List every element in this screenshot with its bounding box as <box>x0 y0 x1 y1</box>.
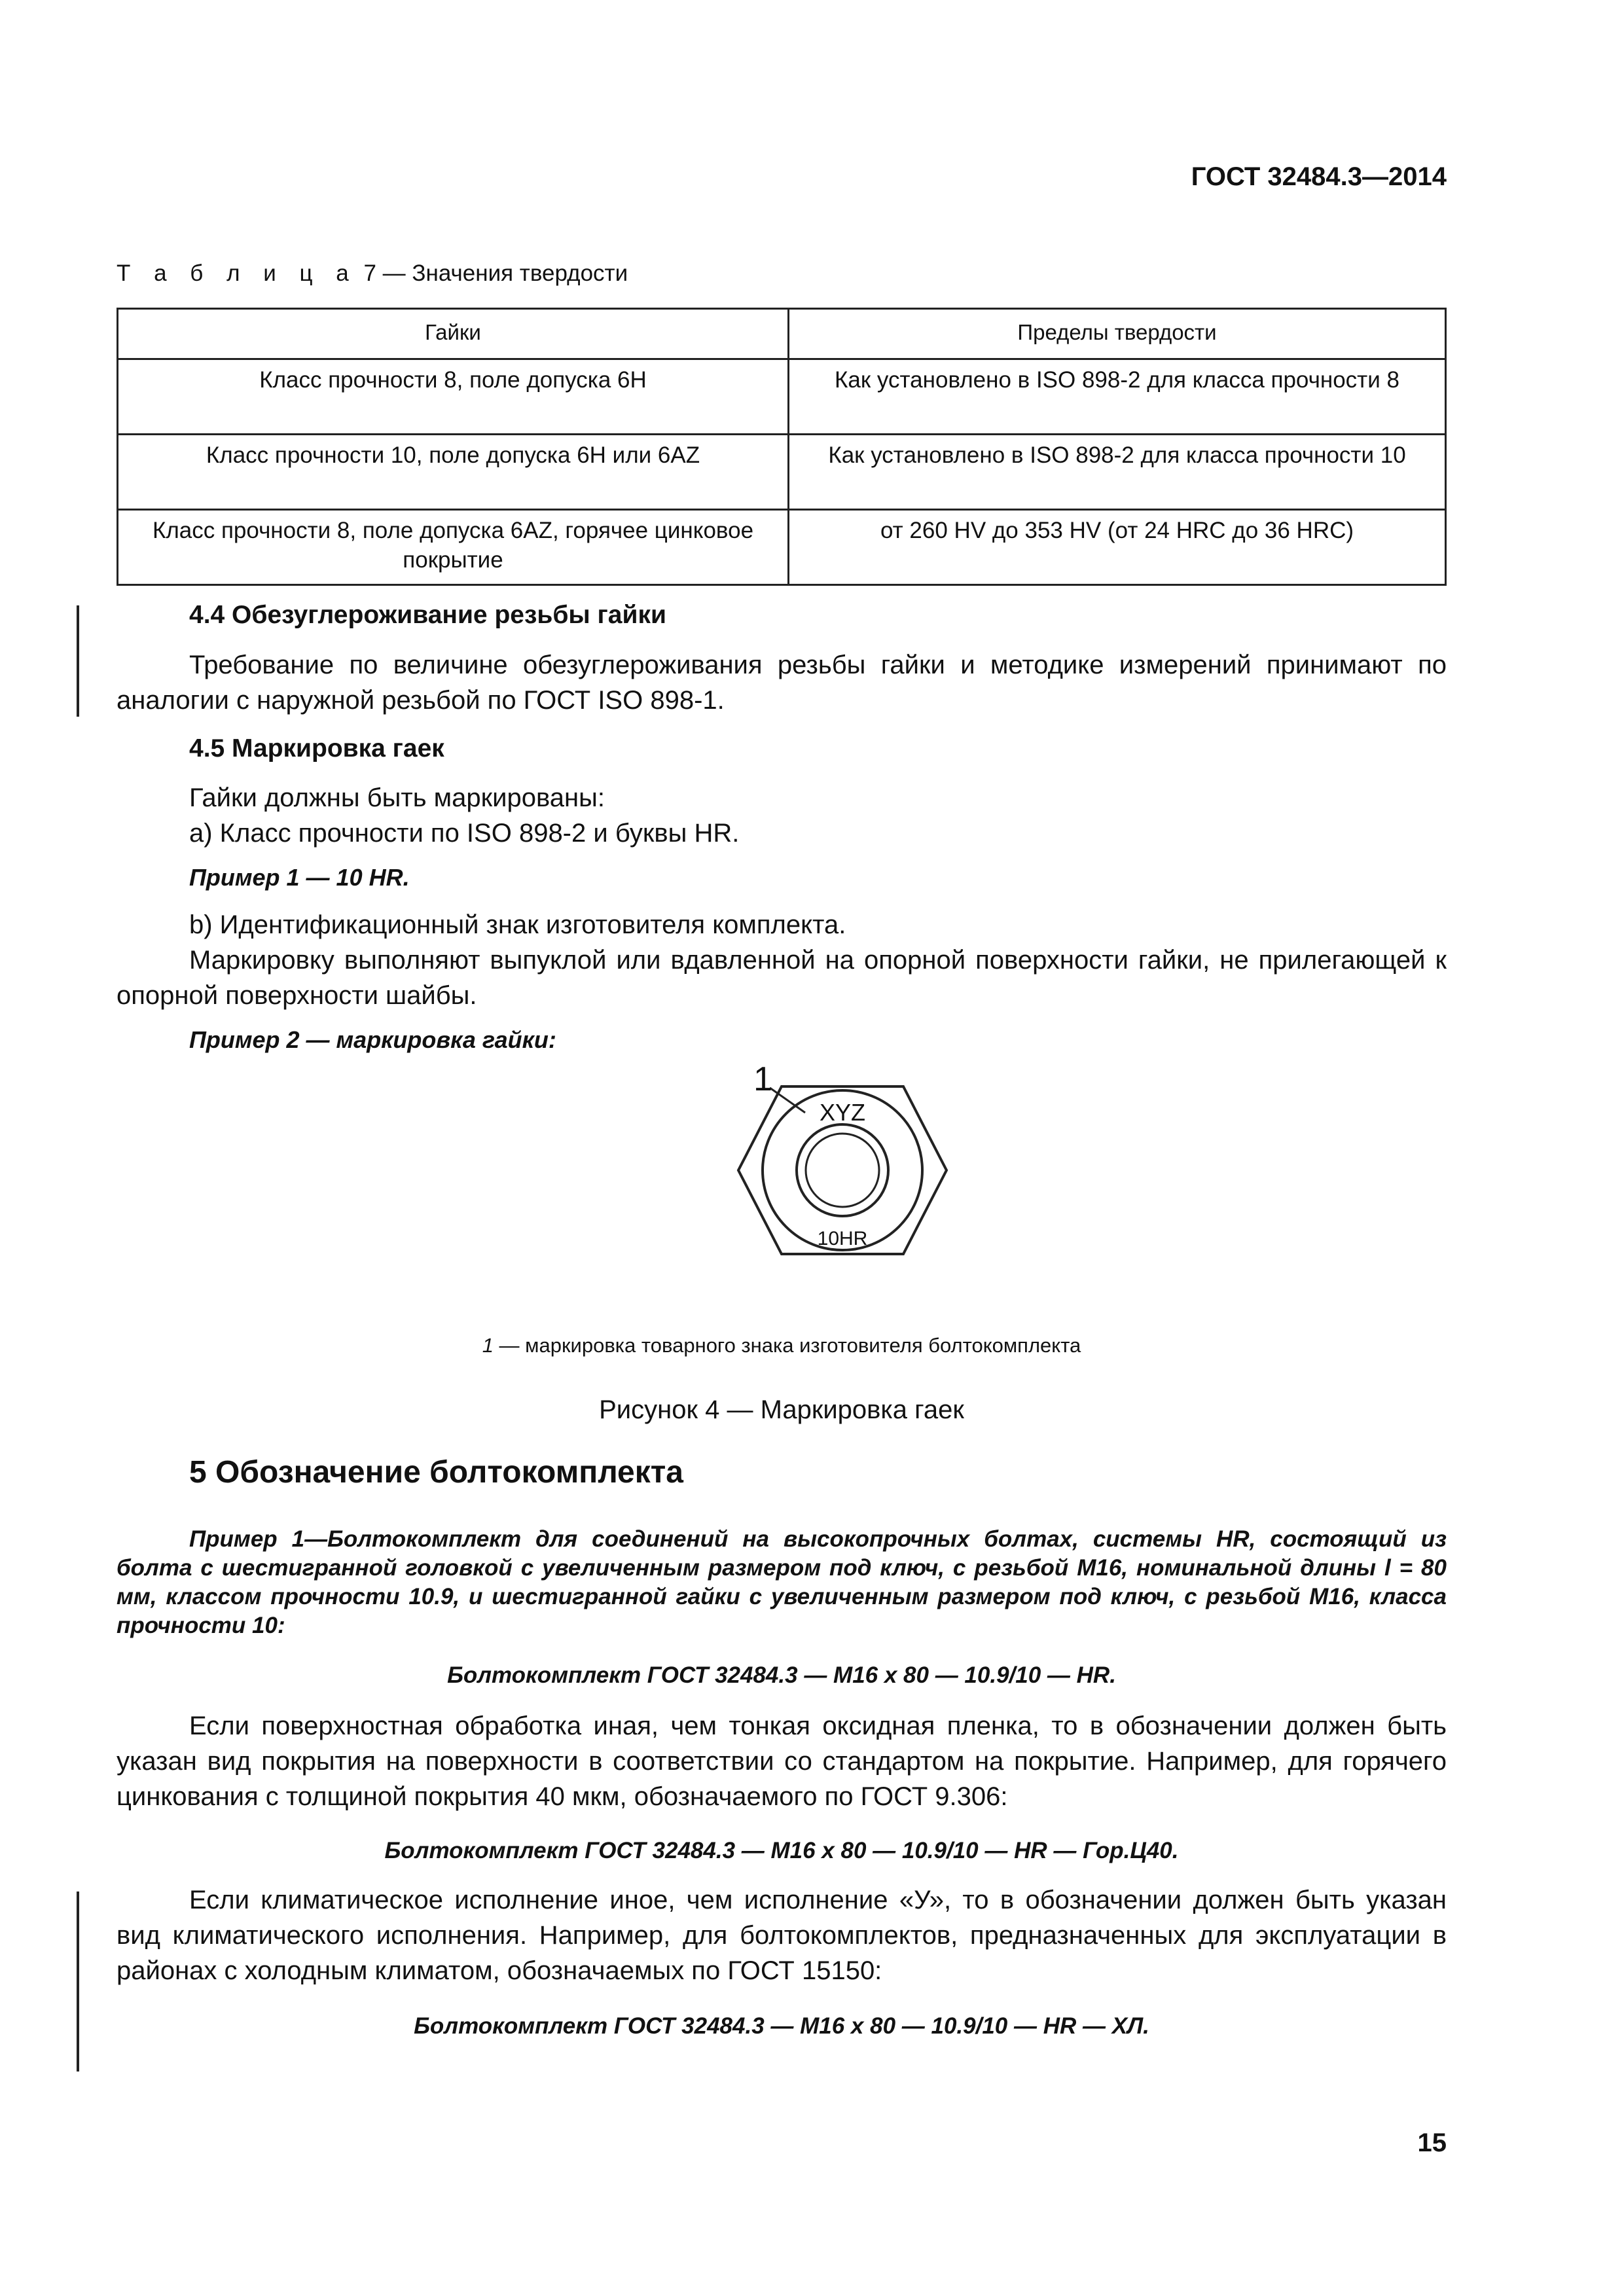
table-caption <box>117 260 628 287</box>
table-cell: от 260 HV до 353 HV (от 24 HRC до 36 HRC) <box>789 510 1446 585</box>
table-cell: Класс прочности 8, поле допуска 6H <box>118 359 789 435</box>
column-header-nuts: Гайки <box>118 309 789 359</box>
standard-number: ГОСТ 32484.3—2014 <box>1191 162 1447 191</box>
table-cell: Как установлено в ISO 898-2 для класса прочности 10 <box>789 435 1446 510</box>
section-4-5-item-b: b) Идентификационный знак изготовителя комплекта. <box>189 910 846 939</box>
page-number: 15 <box>1417 2128 1447 2157</box>
section-4-5-item-a: а) Класс прочности по ISO 898-2 и буквы HR. <box>189 819 740 848</box>
column-header-hardness: Пределы твердости <box>789 309 1446 359</box>
section-4-5-line: Гайки должны быть маркированы: <box>189 783 605 812</box>
hardness-table <box>117 308 1447 586</box>
table-cell: Класс прочности 8, поле допуска 6AZ, горячее цинковое покрытие <box>118 510 789 585</box>
table-row <box>118 510 1446 585</box>
figure-legend-text: — маркировка товарного знака изготовителя болтокомплекта <box>493 1334 1081 1357</box>
strength-class-mark: 10HR <box>817 1228 868 1249</box>
table-cell: Класс прочности 10, поле допуска 6H или 6AZ <box>118 435 789 510</box>
designation-example-2: Болтокомплект ГОСТ 32484.3 — M16 x 80 — 10.9/10 — HR — Гор.Ц40. <box>384 1838 1179 1863</box>
designation-example-3: Болтокомплект ГОСТ 32484.3 — M16 x 80 — 10.9/10 — HR — ХЛ. <box>414 2013 1149 2039</box>
table-row <box>118 359 1446 435</box>
section-5-paragraph-2: Если климатическое исполнение иное, чем исполнение «У», то в обозначении должен быть указан вид климатического исполнения. Например, для болтокомплектов, предназначенных для эксплуатации в районах с холодным климатом, обозначаемых по ГОСТ 15150: <box>117 1886 1447 1985</box>
figure-legend-number: 1 <box>482 1334 494 1357</box>
change-bar <box>77 605 79 717</box>
nut-marking-figure <box>720 1060 995 1276</box>
table-caption-text: 7 — Значения твердости <box>357 260 628 286</box>
figure-legend <box>117 1334 1447 1357</box>
thread-inner-circle <box>806 1134 879 1207</box>
section-5-paragraph-1: Если поверхностная обработка иная, чем тонкая оксидная пленка, то в обозначении должен быть указан вид покрытия на поверхности в соответствии со стандартом на покрытие. Например, для горячего цинкования с толщиной покрытия 40 мкм, обозначаемого по ГОСТ 9.306: <box>117 1712 1447 1811</box>
change-bar <box>77 1892 79 2072</box>
section-5-heading: 5 Обозначение болтокомплекта <box>189 1455 683 1490</box>
manufacturer-mark: XYZ <box>819 1099 866 1126</box>
example-1-nut-marking: Пример 1 — 10 HR. <box>189 864 410 891</box>
table-cell: Как установлено в ISO 898-2 для класса прочности 8 <box>789 359 1446 435</box>
callout-number: 1 <box>753 1060 772 1098</box>
figure-title: Рисунок 4 — Маркировка гаек <box>599 1395 964 1424</box>
section-4-5-heading: 4.5 Маркировка гаек <box>189 734 444 762</box>
table-caption-label: Т а б л и ц а <box>117 260 357 286</box>
section-5-example-1: Пример 1—Болтокомплект для соединений на высокопрочных болтах, системы HR, состоящий из болта с шестигранной головкой с увеличенным размером под ключ, с резьбой M16, номинальной длины l = 80 мм, классом прочности 10.9, и шестигранной гайки с увеличенным размером под ключ, с резьбой M16, класса прочности 10: <box>117 1526 1447 1638</box>
table-header-row <box>118 309 1446 359</box>
section-4-4-heading: 4.4 Обезуглероживание резьбы гайки <box>189 601 666 629</box>
section-4-4-text: Требование по величине обезуглероживания резьбы гайки и методике измерений принимают по аналогии с наружной резьбой по ГОСТ ISO 898-1. <box>117 651 1447 715</box>
designation-example-1: Болтокомплект ГОСТ 32484.3 — M16 x 80 — 10.9/10 — HR. <box>447 1662 1116 1688</box>
section-4-5-text: Маркировку выполняют выпуклой или вдавленной на опорной поверхности гайки, не прилегающей к опорной поверхности шайбы. <box>117 946 1447 1010</box>
thread-outer-circle <box>797 1124 888 1216</box>
table-row <box>118 435 1446 510</box>
example-2-heading: Пример 2 — маркировка гайки: <box>189 1026 556 1053</box>
